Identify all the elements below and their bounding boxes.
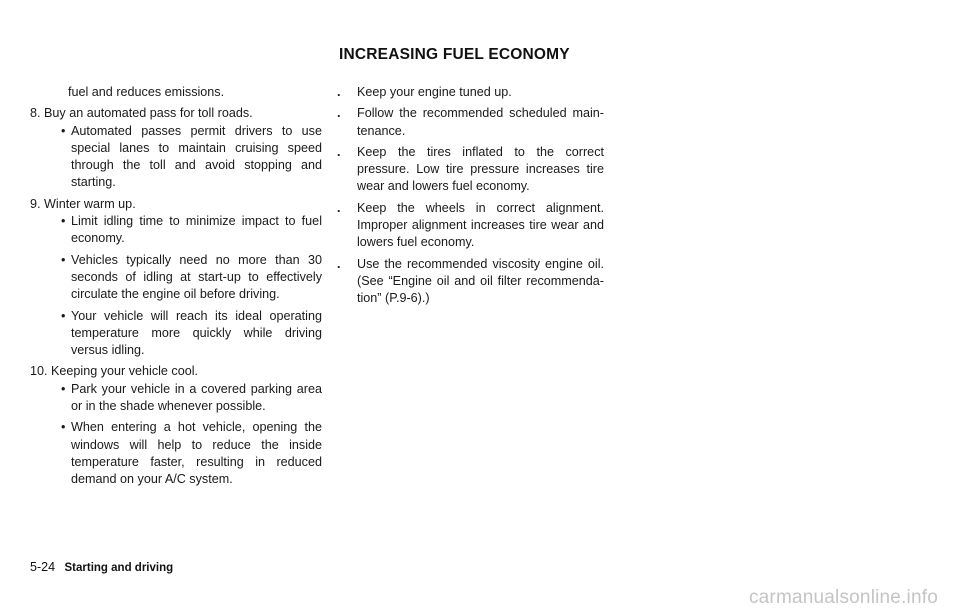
bullet-icon: • bbox=[61, 214, 66, 229]
bullet-icon: • bbox=[61, 381, 66, 396]
bullet-item bbox=[61, 308, 322, 360]
item-title: Keeping your vehicle cool. bbox=[51, 364, 199, 379]
item-number: 9. bbox=[30, 196, 45, 211]
page-footer bbox=[30, 560, 173, 574]
fuel-tip-text: Follow the recommended scheduled main-tenance. bbox=[357, 106, 604, 138]
item-title: Buy an automated pass for toll roads. bbox=[44, 106, 253, 121]
bullet-list bbox=[61, 381, 322, 489]
fuel-tip-item bbox=[337, 84, 604, 101]
bullet-item bbox=[61, 419, 322, 488]
bullet-text: Automated passes permit drivers to use special lanes to maintain cruising speed through the toll and avoid stopping and starting. bbox=[71, 123, 322, 190]
right-column bbox=[337, 84, 604, 312]
fuel-tip-item bbox=[337, 256, 604, 308]
bullet-item bbox=[61, 123, 322, 192]
bullet-list bbox=[61, 213, 322, 359]
continuation-text: fuel and reduces emissions. bbox=[68, 85, 225, 99]
fuel-tip-text: Keep the wheels in correct alignment. Improper alignment increases tire wear and lowers fuel economy. bbox=[357, 200, 604, 250]
bullet-icon: • bbox=[61, 123, 66, 138]
numbered-item-9 bbox=[30, 196, 322, 360]
page-number: 5-24 bbox=[30, 560, 56, 574]
fuel-tip-item bbox=[337, 105, 604, 140]
bullet-icon: . bbox=[337, 256, 341, 271]
item-title: Winter warm up. bbox=[44, 196, 136, 211]
bullet-text: Park your vehicle in a covered parking area or in the shade whenever possible. bbox=[71, 381, 322, 414]
numbered-item-10 bbox=[30, 363, 322, 488]
bullet-icon: . bbox=[337, 106, 341, 121]
section-heading: INCREASING FUEL ECONOMY bbox=[339, 46, 570, 63]
fuel-tip-item bbox=[337, 144, 604, 196]
bullet-item bbox=[61, 213, 322, 248]
item-number: 10. bbox=[30, 364, 52, 379]
bullet-icon: . bbox=[337, 85, 341, 99]
bullet-item bbox=[61, 252, 322, 304]
bullet-icon: • bbox=[61, 252, 66, 267]
fuel-tip-text: Keep your engine tuned up. bbox=[357, 85, 512, 99]
bullet-icon: • bbox=[61, 420, 66, 435]
fuel-tip-item bbox=[337, 200, 604, 252]
left-column bbox=[30, 84, 322, 493]
bullet-item bbox=[61, 381, 322, 416]
fuel-tip-text: Use the recommended viscosity engine oil. (See “Engine oil and oil filter recommenda-tion” (P.9-6).) bbox=[357, 256, 604, 306]
bullet-list bbox=[61, 123, 322, 192]
bullet-text: Limit idling time to minimize impact to fuel economy. bbox=[71, 214, 322, 246]
bullet-text: Your vehicle will reach its ideal operating temperature more quickly while driving versus idling. bbox=[71, 308, 322, 358]
bullet-icon: • bbox=[61, 308, 66, 323]
watermark: carmanualsonline.info bbox=[748, 587, 938, 608]
bullet-icon: . bbox=[337, 144, 341, 159]
bullet-text: When entering a hot vehicle, opening the windows will help to reduce the inside temperature faster, resulting in reduced demand on your A/C system. bbox=[71, 420, 322, 487]
item-number: 8. bbox=[30, 106, 45, 121]
bullet-text: Vehicles typically need no more than 30 seconds of idling at start-up to effectively circulate the engine oil before driving. bbox=[71, 252, 322, 302]
numbered-item-8 bbox=[30, 105, 322, 191]
fuel-tip-text: Keep the tires inflated to the correct pressure. Low tire pressure increases tire wear and lowers fuel economy. bbox=[357, 144, 604, 194]
bullet-icon: . bbox=[337, 200, 341, 215]
footer-section-name: Starting and driving bbox=[64, 562, 174, 574]
